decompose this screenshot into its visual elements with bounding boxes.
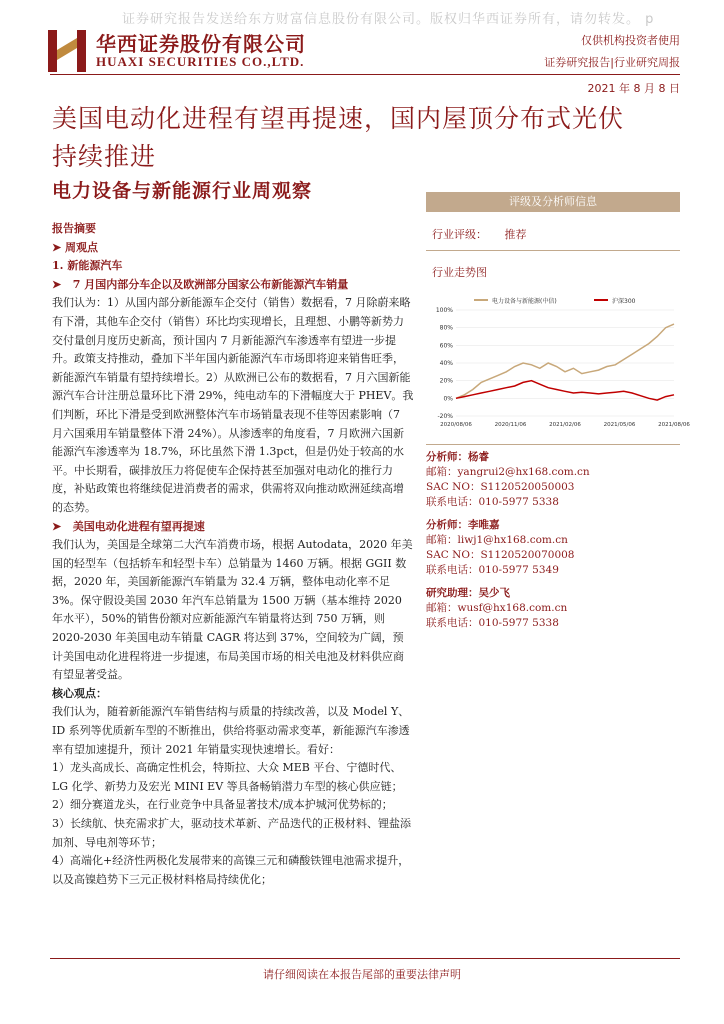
bullet-heading-2 [52,518,414,537]
sidebar-header: 评级及分析师信息 [426,192,680,212]
analyst-card [426,518,574,578]
y-tick-label: 40% [439,360,453,367]
paragraph-2: 我们认为，美国是全球第二大汽车消费市场，根据 Autodata，2020 年美国的轻型车（包括轿车和轻型卡车）总销量为 1460 万辆。根据 GGII 数据，2020 年，美国新能源汽车销量为 32.4 万辆，整体电动化率不足 3%。保守假设美国 2030 年汽车总销量为 1500 万辆（基本维持 2020 年水平），50%的销售份额对应新能源汽车销量将达到 750 万辆，则 2020-2030 年美国电动车销量 CAGR 将达到 37%，空间较为广阔，预计美国电动化进程将进一步提速，布局美国市场的相关电池及材料供应商有望显著受益。 [52,538,413,682]
report-body [52,220,414,889]
analyst-email: 邮箱：liwj1@hx168.com.cn [426,534,568,546]
rating-value: 推荐 [504,228,527,241]
company-name-en: HUAXI SECURITIES CO.,LTD. [96,54,305,69]
analyst-sac: SAC NO：S1120520050003 [426,481,575,493]
analyst-sac: SAC NO：S1120520070008 [426,549,575,561]
list-item: 4）高端化+经济性两极化发展带来的高镍三元和磷酸铁锂电池需求提升，以及高镍趋势下三元正极材料格局持续优化； [52,854,410,886]
bullet-heading-1-text: 7 月国内部分车企以及欧洲部分国家公布新能源汽车销量 [72,277,349,291]
legend-label-series-1: 电力设备与新能源(中信) [492,298,557,305]
x-tick-label: 2021/08/06 [658,422,690,428]
legend-label-series-2: 沪深300 [612,298,636,305]
analyst-phone: 联系电话：010-5977 5338 [426,496,559,508]
chart-legend [474,297,636,305]
y-tick-label: 0% [443,395,453,403]
x-tick-label: 2021/02/06 [549,422,581,428]
header-divider [50,74,680,75]
page-subtitle: 电力设备与新能源行业周观察 [52,180,313,202]
summary-heading: 报告摘要 [52,222,96,235]
company-name-cn: 华西证券股份有限公司 [96,32,306,56]
rating-label: 行业评级： [432,228,487,241]
analyst-card [426,450,590,510]
series-line-1 [456,324,674,398]
bullet-heading-1 [52,276,414,295]
weekly-view-label: 周观点 [65,240,99,254]
analyst-role: 分析师： [426,451,468,463]
y-tick-label: 20% [439,377,453,385]
triangle-bullet-icon: ➤ [52,519,73,533]
analyst-phone: 联系电话：010-5977 5338 [426,617,559,629]
sidebar-divider [426,250,680,251]
industry-trend-chart [426,292,690,432]
paragraph-1: 我们认为：1）从国内部分新能源车企交付（销售）数据看，7 月除蔚来略有下滑，其他车企交付（销售）环比均实现增长，且理想、小鹏等新势力交付量创月度历史新高，预计国内 7 月新能源汽车渗透率有望进一步提升。政策支持推动，叠加下半年国内新能源汽车市场即将迎来销售旺季，新能源汽车销量有望持续增长。2）从欧洲已公布的数据看，7 月六国新能源汽车合计注册总量环比下滑 29%，纯电动车的下滑幅度大于 PHEV。我们判断，环比下滑是受到欧洲整体汽车市场销量表现不佳等因素影响（7 月六国乘用车销量整体下滑 24%）。从渗透率的角度看，7 月欧洲六国新能源汽车渗透率为 18.7%，环比虽然下滑 1.3pct，但是仍处于较高的水平。中长期看，碳排放压力将促使车企保持甚至加强对电动化的推行力度，补贴政策也将继续促进消费者的需求，供需将双向推动欧洲延续高增的态势。 [52,296,414,514]
core-view-heading: 核心观点： [52,686,107,700]
footer-divider [50,958,680,959]
analyst-role: 分析师： [426,519,468,531]
title-line-2: 持续推进 [52,142,157,171]
y-tick-label: 100% [435,307,453,314]
trend-label [432,264,487,280]
section-heading-1: 1. 新能源汽车 [52,259,123,273]
institutional-only-note: 仅供机构投资者使用 [581,34,680,47]
report-date: 2021 年 8 月 8 日 [587,82,680,95]
analyst-phone: 联系电话：010-5977 5349 [426,564,559,576]
x-tick-label: 2020/11/06 [494,422,527,428]
title-line-1: 美国电动化进程有望再提速，国内屋顶分布式光伏 [52,104,625,133]
analyst-email: 邮箱：wusf@hx168.com.cn [426,602,568,614]
series-line-2 [456,381,674,400]
page-title [52,100,682,176]
industry-rating [432,226,527,242]
list-item: 2）细分赛道龙头，在行业竞争中具备显著技术/成本护城河优势标的； [52,798,393,812]
y-tick-label: 80% [439,324,453,332]
arrow-bullet-icon: ➤ [52,240,66,254]
analyst-name: 吴少飞 [478,587,510,599]
weekly-view-heading [52,239,414,258]
list-item: 3）长续航、快充需求扩大，驱动技术革新、产品迭代的正极材料、锂盐添加剂、导电剂等环节； [52,817,411,849]
huaxi-logo-icon [48,28,86,72]
y-tick-label: -20% [437,413,453,420]
bullet-heading-2-text: 美国电动化进程有望再提速 [72,519,205,533]
analyst-role: 研究助理： [426,587,479,599]
x-tick-label: 2020/08/06 [440,422,472,428]
y-tick-label: 60% [439,342,453,350]
x-tick-label: 2021/05/06 [603,422,636,428]
analyst-card [426,586,567,631]
report-type: 证券研究报告|行业研究周报 [544,56,680,69]
analyst-name: 李唯嘉 [468,519,500,531]
watermark-text: 证券研究报告发送给东方财富信息股份有限公司。版权归华西证券所有，请勿转发。 p [122,12,655,27]
sidebar-divider [426,444,680,445]
list-item: 1）龙头高成长、高确定性机会，特斯拉、大众 MEB 平台、宁德时代、LG 化学、新势力及宏光 MINI EV 等具备畅销潜力车型的核心供应链； [52,761,403,793]
paragraph-3: 我们认为，随着新能源汽车销售结构与质量的持续改善，以及 Model Y、ID 系列等优质新车型的不断推出，供给将驱动需求变革，新能源汽车渗透率有望加速提升，预计 2021 年销量实现快速增长。看好： [52,705,410,756]
legal-disclaimer-note: 请仔细阅读在本报告尾部的重要法律声明 [263,968,461,981]
analyst-email: 邮箱：yangrui2@hx168.com.cn [426,466,590,478]
trend-label-text: 行业走势图 [432,266,487,279]
analyst-name: 杨睿 [468,451,489,463]
triangle-bullet-icon: ➤ [52,277,73,291]
